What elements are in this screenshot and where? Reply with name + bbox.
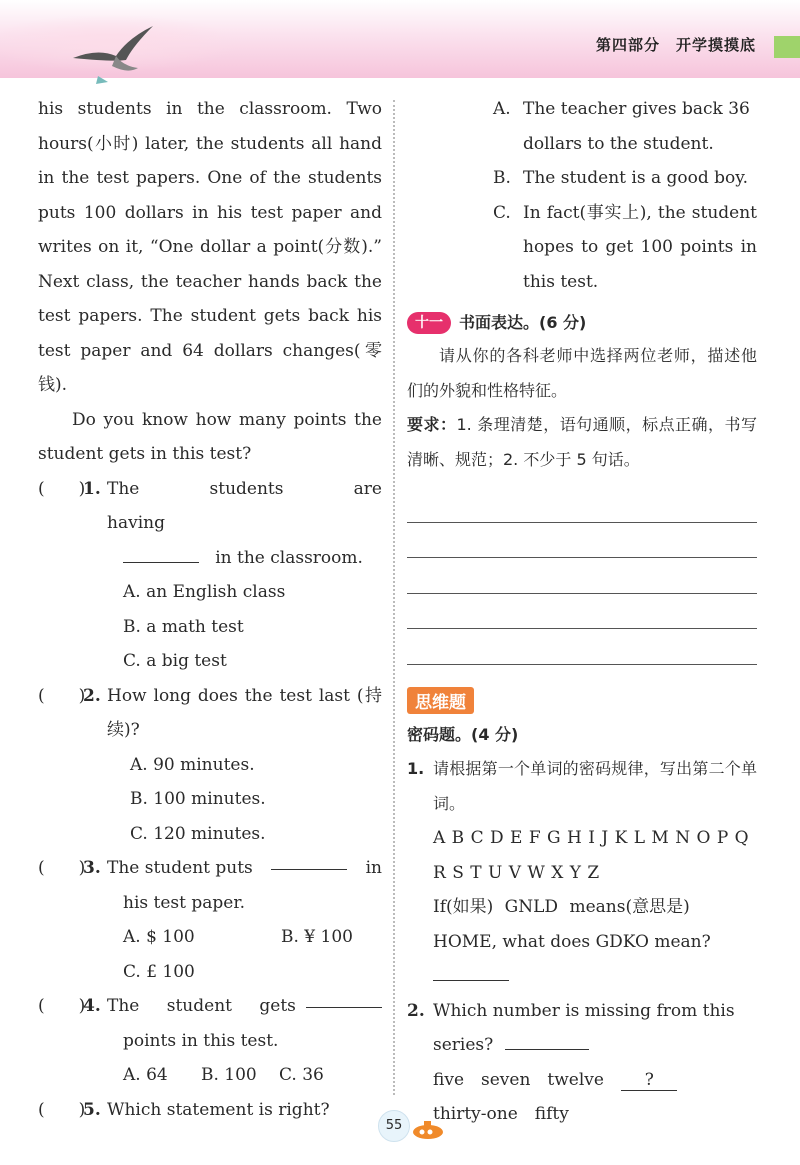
option-letter: C. (493, 202, 511, 223)
question-text: Which statement is right? (107, 1099, 330, 1120)
thinking-badge: 思维题 (407, 687, 474, 714)
question-4-line2: points in this test. (123, 1030, 279, 1051)
question-text (107, 851, 382, 886)
option: B. ¥ 100 (281, 927, 353, 947)
option (407, 161, 757, 196)
question-text-cont: in the classroom. (215, 547, 363, 568)
writing-line[interactable] (407, 487, 757, 523)
option-letter: B. (493, 168, 511, 188)
answer-blank[interactable] (433, 962, 509, 981)
series-question-cont (407, 1028, 757, 1063)
option: A. an English class (123, 582, 286, 602)
option-letter: A. (493, 99, 511, 119)
question-number: 4. (83, 996, 101, 1016)
answer-bracket[interactable]: ( ) (38, 858, 86, 878)
option: B. 100 (201, 1065, 257, 1085)
alphabet-line: A B C D E F G H I J K L M N O P Q (433, 828, 750, 848)
writing-line[interactable] (407, 523, 757, 559)
section-title-text: 书面表达。(6 分) (459, 313, 587, 332)
part-label: 第四部分 开学摸摸底 (595, 36, 756, 54)
section-requirement (407, 408, 757, 477)
question-3 (38, 851, 382, 886)
question-text: Which number is missing from this (433, 1000, 735, 1021)
answer-blank[interactable] (271, 851, 347, 870)
question-text: 请根据第一个单词的密码规律，写出第二个单词。 (433, 759, 757, 813)
option-text: In fact(事实上), the student hopes to get 100 points in this test. (523, 202, 757, 292)
page-header (0, 0, 800, 92)
question-number: 2. (83, 685, 101, 706)
submarine-icon (410, 1118, 446, 1140)
options-row (123, 920, 382, 955)
question-2 (38, 679, 382, 748)
option: C. 36 (279, 1065, 324, 1085)
section-instruction: 请从你的各科老师中选择两位老师，描述他们的外貌和性格特征。 (407, 346, 757, 400)
column-divider (393, 100, 395, 1095)
answer-bracket[interactable]: ( ) (38, 685, 86, 706)
writing-lines[interactable] (407, 487, 757, 665)
requirement-text: 1. 条理清楚，语句通顺，标点正确，书写清晰、规范；2. 不少于 5 句话。 (407, 415, 757, 469)
series-line: thirty-one fifty (433, 1104, 569, 1124)
thinking-title: 密码题。(4 分) (407, 724, 519, 744)
question-1 (38, 472, 382, 541)
right-column (407, 92, 757, 1132)
alphabet-line: R S T U V W X Y Z (433, 862, 600, 883)
question-text-part: The student puts (107, 858, 253, 878)
writing-line[interactable] (407, 629, 757, 665)
option-text: The teacher gives back 36 dollars to the student. (523, 99, 750, 154)
question-mark: ? (644, 1069, 654, 1090)
question-text-part: The student gets (107, 996, 296, 1016)
question-number: 2. (407, 1000, 425, 1021)
cipher-question (407, 752, 757, 821)
option: C. 120 minutes. (130, 823, 266, 844)
series-numbers: five seven twelve (433, 1069, 604, 1090)
writing-line[interactable] (407, 558, 757, 594)
series-line (407, 1063, 757, 1098)
writing-line[interactable] (407, 594, 757, 630)
header-tab (774, 36, 800, 58)
option: B. 100 minutes. (130, 789, 266, 809)
cipher-line: HOME, what does GDKO mean? (433, 931, 711, 952)
question-number: 1. (407, 759, 425, 778)
option: A. $ 100 (123, 927, 195, 947)
question-text-part: in (365, 858, 382, 878)
question-5 (38, 1093, 382, 1128)
option (407, 92, 757, 161)
question-text: How long does the test last (持续)? (107, 685, 382, 740)
question-text-cont: series? (433, 1035, 494, 1055)
left-column (38, 92, 382, 1127)
question-number: 5. (83, 1099, 101, 1120)
question-number: 1. (83, 478, 101, 499)
answer-blank[interactable] (123, 544, 199, 563)
section-11-title (407, 307, 757, 339)
question-intro: Do you know how many points the student gets in this test? (38, 409, 382, 464)
reading-passage: his students in the classroom. Two hours(小时) later, the students all hand in the test papers. One of the students puts 100 dollars in his test paper and writes on it, “One dollar a point(分数).” Next class, the teacher hands back the test papers. The student gets back his test paper and 64 dollars changes(零钱). (38, 99, 382, 395)
option: C. a big test (123, 651, 227, 671)
question-number: 3. (83, 858, 101, 878)
question-3-line2: his test paper. (123, 892, 245, 913)
option (407, 196, 757, 300)
requirement-label: 要求： (407, 415, 457, 434)
question-4 (38, 989, 382, 1024)
page-number: 55 (378, 1110, 410, 1142)
option-text: The student is a good boy. (523, 168, 748, 188)
answer-bracket[interactable]: ( ) (38, 996, 86, 1016)
answer-bracket[interactable]: ( ) (38, 478, 86, 499)
answer-blank[interactable] (306, 989, 382, 1008)
options-row (123, 1058, 382, 1093)
question-text: The students are having (107, 478, 382, 533)
section-badge: 十一 (407, 312, 451, 334)
cipher-line: If(如果) GNLD means(意思是) (433, 897, 690, 917)
question-text (107, 989, 382, 1024)
seagull-icon (68, 18, 178, 88)
option: A. 64 (123, 1065, 168, 1085)
series-question (407, 994, 757, 1029)
option: B. a math test (123, 616, 244, 637)
answer-bracket[interactable]: ( ) (38, 1099, 86, 1120)
answer-blank[interactable] (505, 1031, 589, 1050)
option: A. 90 minutes. (130, 754, 255, 775)
answer-line (407, 959, 757, 994)
option: C. £ 100 (123, 961, 195, 982)
missing-number[interactable] (621, 1070, 677, 1091)
question-1-line2 (123, 541, 382, 576)
